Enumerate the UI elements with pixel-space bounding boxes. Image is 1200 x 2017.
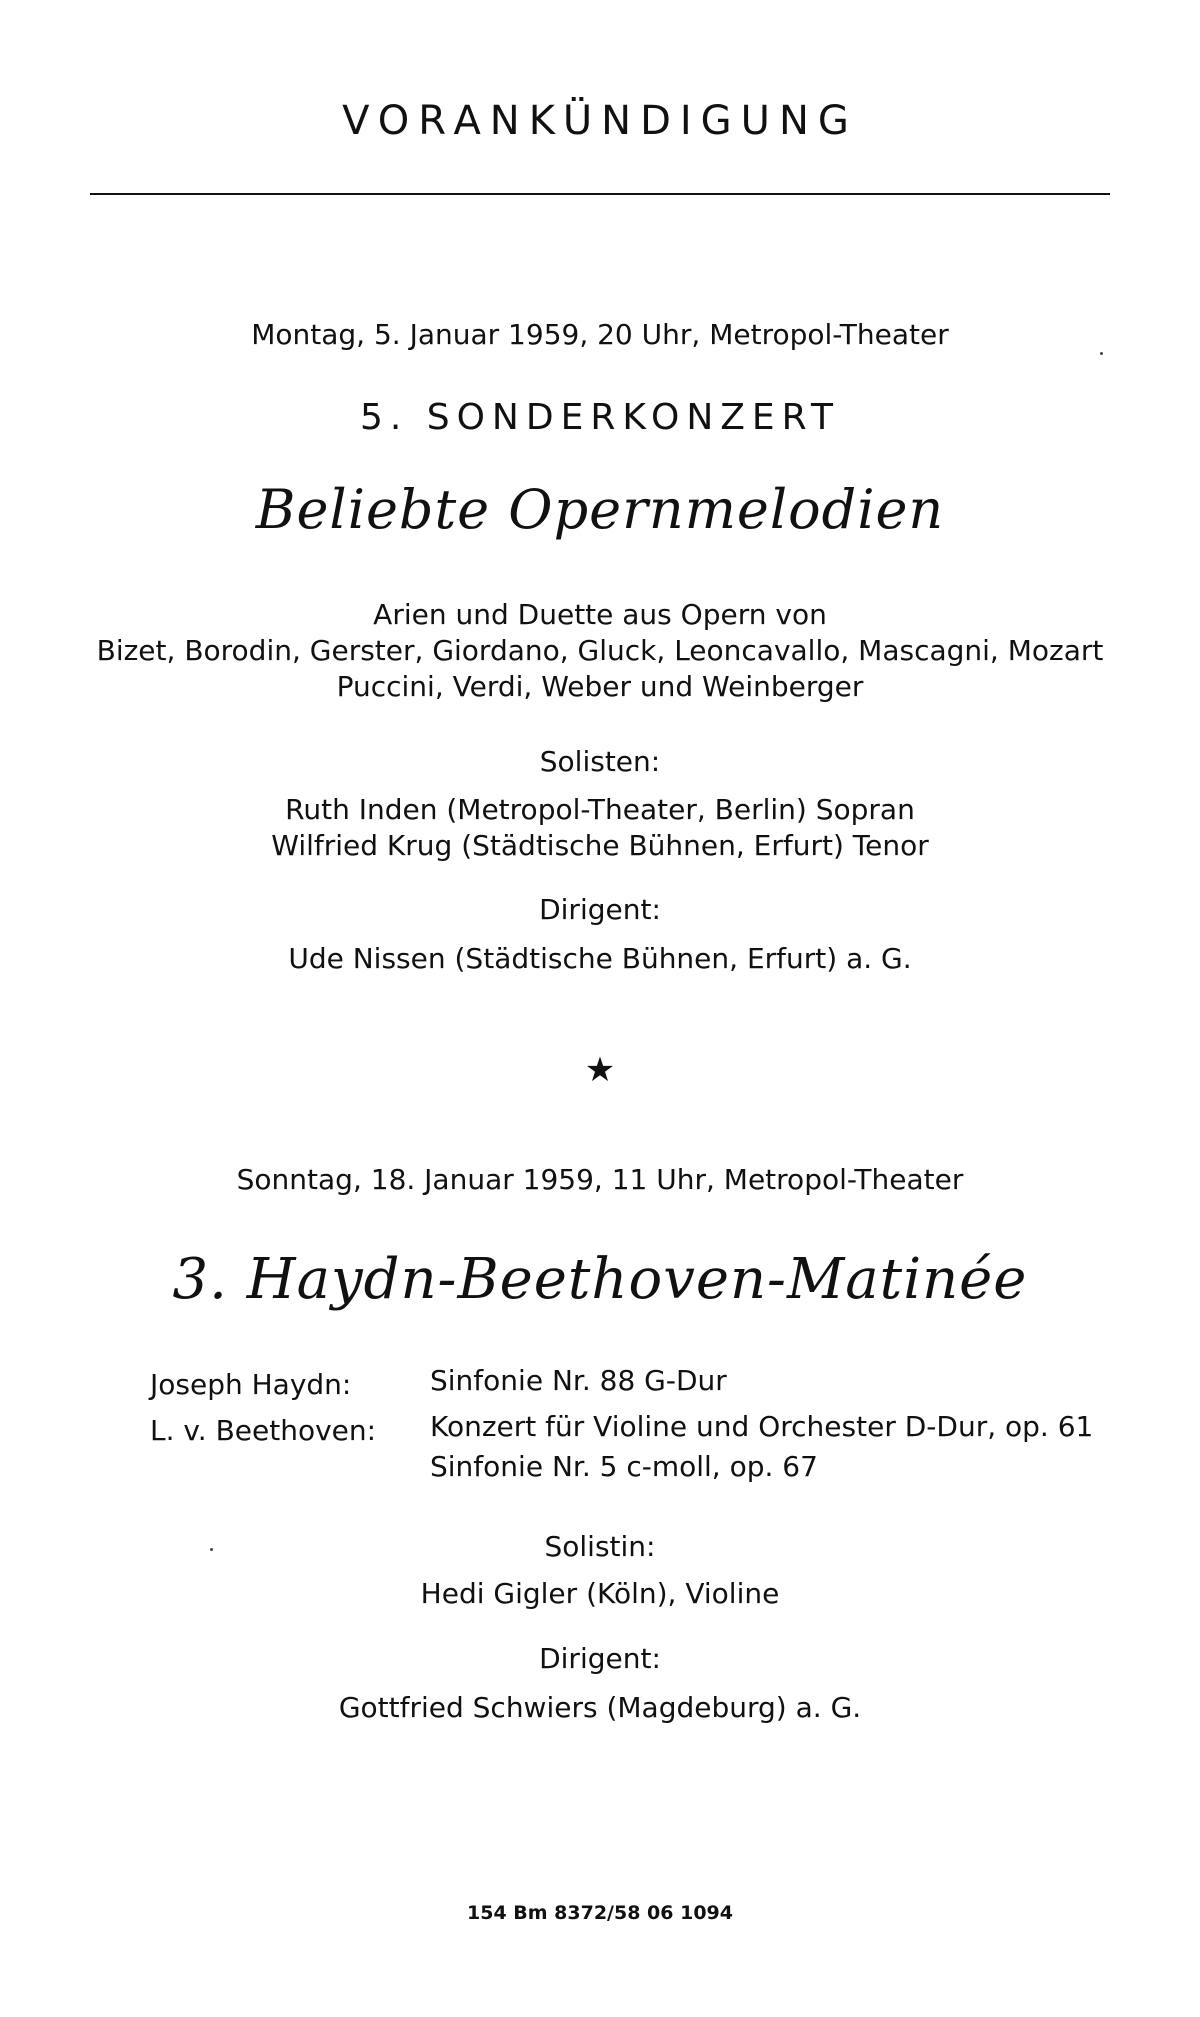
event1-conductor-label: Dirigent:: [539, 893, 661, 926]
heading-divider: [90, 193, 1110, 195]
event1-title: Beliebte Opernmelodien: [255, 478, 945, 541]
event2-date-line: Sonntag, 18. Januar 1959, 11 Uhr, Metropol-Theater: [236, 1163, 964, 1196]
event1-conductor: Ude Nissen (Städtische Bühnen, Erfurt) a. G.: [288, 942, 912, 975]
page-heading: VORANKÜNDIGUNG: [342, 98, 858, 144]
event1-composers-line1: Bizet, Borodin, Gerster, Giordano, Gluck, Leoncavallo, Mascagni, Mozart: [96, 634, 1104, 667]
event2-soloist-label: Solistin:: [544, 1530, 656, 1563]
event2-title: 3. Haydn-Beethoven-Matinée: [172, 1247, 1028, 1312]
star-separator-icon: ★: [584, 1050, 616, 1090]
event1-intro: Arien und Duette aus Opern von: [373, 598, 827, 631]
program-composer-1: Joseph Haydn:: [150, 1368, 352, 1401]
event1-soloist-2: Wilfried Krug (Städtische Bühnen, Erfurt) Tenor: [271, 829, 929, 862]
program-composer-2: L. v. Beethoven:: [150, 1414, 377, 1447]
event1-soloist-1: Ruth Inden (Metropol-Theater, Berlin) Sopran: [285, 793, 915, 826]
print-code-footer: 154 Bm 8372/58 06 1094: [467, 1902, 733, 1924]
program-work-2: Konzert für Violine und Orchester D-Dur, op. 61: [430, 1410, 1094, 1443]
event1-concert-label: 5. SONDERKONZERT: [359, 397, 841, 438]
scan-speck: [1100, 352, 1103, 355]
event2-soloist: Hedi Gigler (Köln), Violine: [420, 1577, 780, 1610]
program-work-3: Sinfonie Nr. 5 c-moll, op. 67: [430, 1450, 818, 1483]
scan-speck: [210, 1548, 213, 1551]
program-work-1: Sinfonie Nr. 88 G-Dur: [430, 1364, 727, 1397]
event1-date-line: Montag, 5. Januar 1959, 20 Uhr, Metropol-Theater: [251, 318, 949, 351]
event2-conductor-label: Dirigent:: [539, 1642, 661, 1675]
event1-composers-line2: Puccini, Verdi, Weber und Weinberger: [336, 670, 864, 703]
event1-soloists-label: Solisten:: [539, 745, 661, 778]
event2-conductor: Gottfried Schwiers (Magdeburg) a. G.: [338, 1691, 862, 1724]
